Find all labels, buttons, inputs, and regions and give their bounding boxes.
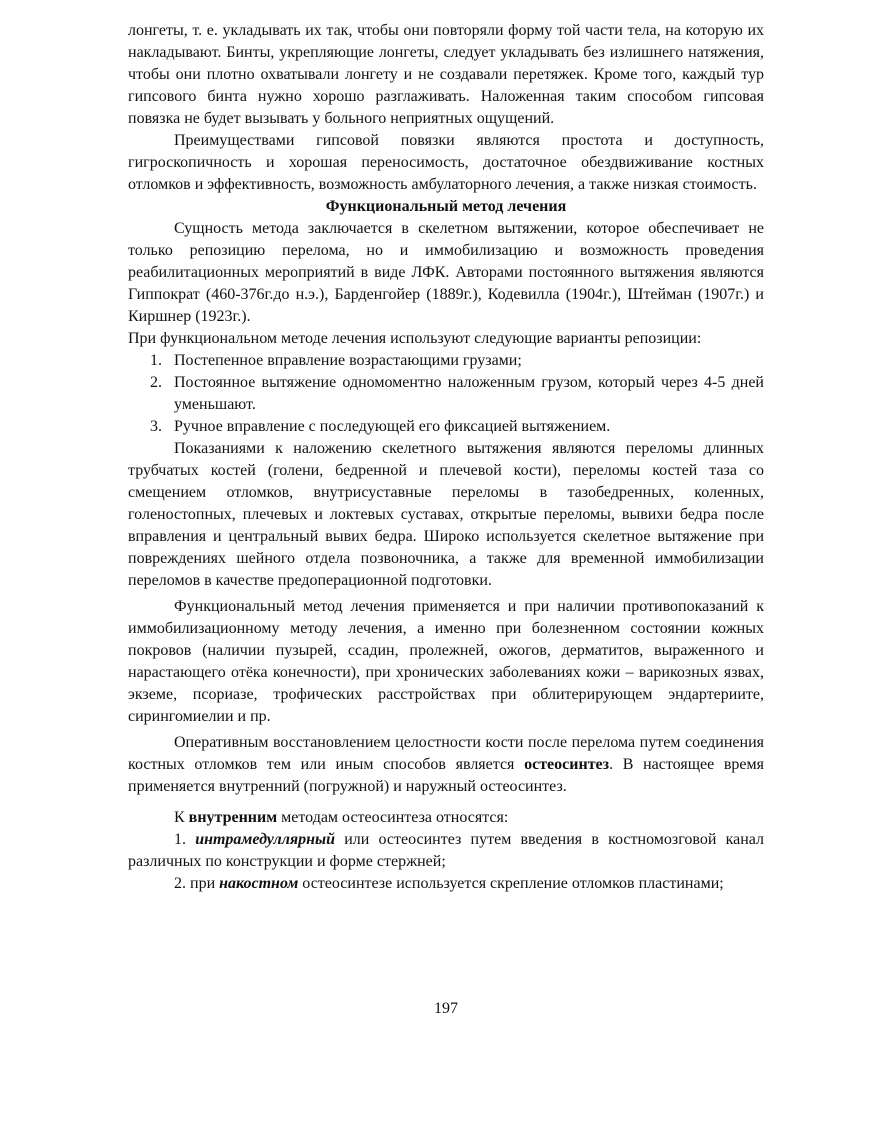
paragraph-osteosynthesis (128, 732, 764, 798)
paragraph-internal-methods (128, 807, 764, 829)
osteo-text-after: . В настоящее время применяется внутренний (погружной) и наружный остеосинтез. (128, 756, 765, 795)
paragraph-advantages: Преимуществами гипсовой повязки являются простота и доступность, гигроскопичность и хорошая переносимость, достаточное обездвиживание костных отломков и эффективность, возможность амбулаторного лечения, а также низкая стоимость. (128, 132, 764, 193)
method-term: интрамедуллярный (195, 831, 336, 848)
method-number: 1. (174, 831, 196, 848)
internal-term: внутренним (188, 809, 278, 826)
variants-list (128, 350, 764, 438)
internal-text-before: К (174, 809, 189, 826)
internal-text-after: методам остеосинтеза относятся: (277, 809, 509, 826)
section-heading: Функциональный метод лечения (325, 198, 567, 215)
list-item-number: 1. (150, 352, 162, 369)
list-item (128, 416, 764, 438)
document-page (128, 20, 764, 895)
paragraph-contraindications: Функциональный метод лечения применяется и при наличии противопоказаний к иммобилизационному методу лечения, а именно при болезненном состоянии кожных покровов (наличии пузырей, ссадин, пролежней, ожогов, дерматитов, выраженного и нарастающего отёка конечности), при хронических заболеваниях кожи – варикозных язвах, экземе, псориазе, трофических расстройствах при облитерирующем эндартериите, сирингомиелии и пр. (128, 598, 764, 725)
osteo-text-before: Оперативным восстановлением целостности кости после перелома путем соединения костных отломков тем или иным способов является (128, 734, 764, 773)
list-item (128, 372, 764, 416)
paragraph-continued: лонгеты, т. е. укладывать их так, чтобы они повторяли форму той части тела, на которую их накладывают. Бинты, укрепляющие лонгеты, следует укладывать без излишнего натяжения, чтобы они плотно охватывали лонгету и не создавали перетяжек. Кроме того, каждый тур гипсового бинта нужно хорошо разглаживать. Наложенная таким способом гипсовая повязка не будет вызывать у больного неприятных ощущений. (128, 22, 764, 127)
method-text: или остеосинтез путем введения в костномозговой канал различных по конструкции и форме стержней; (128, 831, 764, 870)
osteo-term: остеосинтез (524, 756, 610, 773)
method-number: 2. при (174, 875, 220, 892)
paragraph-indications: Показаниями к наложению скелетного вытяжения являются переломы длинных трубчатых костей (голени, бедренной и плечевой кости), переломы костей таза со смещением отломков, внутрисуставные переломы в тазобедренных, коленных, голеностопных, плечевых и локтевых суставах, открытые переломы, вывихи бедра после вправления и центральный вывих бедра. Широко используется скелетное вытяжение при повреждениях шейного отдела позвоночника, а также для временной иммобилизации переломов в качестве предоперационной подготовки. (128, 440, 764, 589)
paragraph-method-intramedullary (128, 829, 764, 873)
list-item-text: Постепенное вправление возрастающими грузами; (174, 352, 522, 369)
list-item-number: 2. (150, 374, 162, 391)
list-item-number: 3. (150, 418, 162, 435)
method-text: остеосинтезе используется скрепление отломков пластинами; (298, 875, 724, 892)
paragraph-essence: Сущность метода заключается в скелетном вытяжении, которое обеспечивает не только репозицию перелома, но и иммобилизацию и возможность проведения реабилитационных мероприятий в виде ЛФК. Авторами постоянного вытяжения являются Гиппократ (460-376г.до н.э.), Барденгойер (1889г.), Кодевилла (1904г.), Штейман (1907г.) и Киршнер (1923г.). (128, 220, 764, 325)
paragraph-variants-intro: При функциональном методе лечения используют следующие варианты репозиции: (128, 330, 702, 347)
list-item (128, 350, 764, 372)
method-term: накостном (219, 875, 299, 892)
list-item-text: Ручное вправление с последующей его фиксацией вытяжением. (174, 418, 611, 435)
page-number: 197 (434, 1000, 458, 1017)
paragraph-method-extramedullary (128, 873, 764, 895)
list-item-text: Постоянное вытяжение одномоментно наложенным грузом, который через 4-5 дней уменьшают. (174, 374, 764, 413)
